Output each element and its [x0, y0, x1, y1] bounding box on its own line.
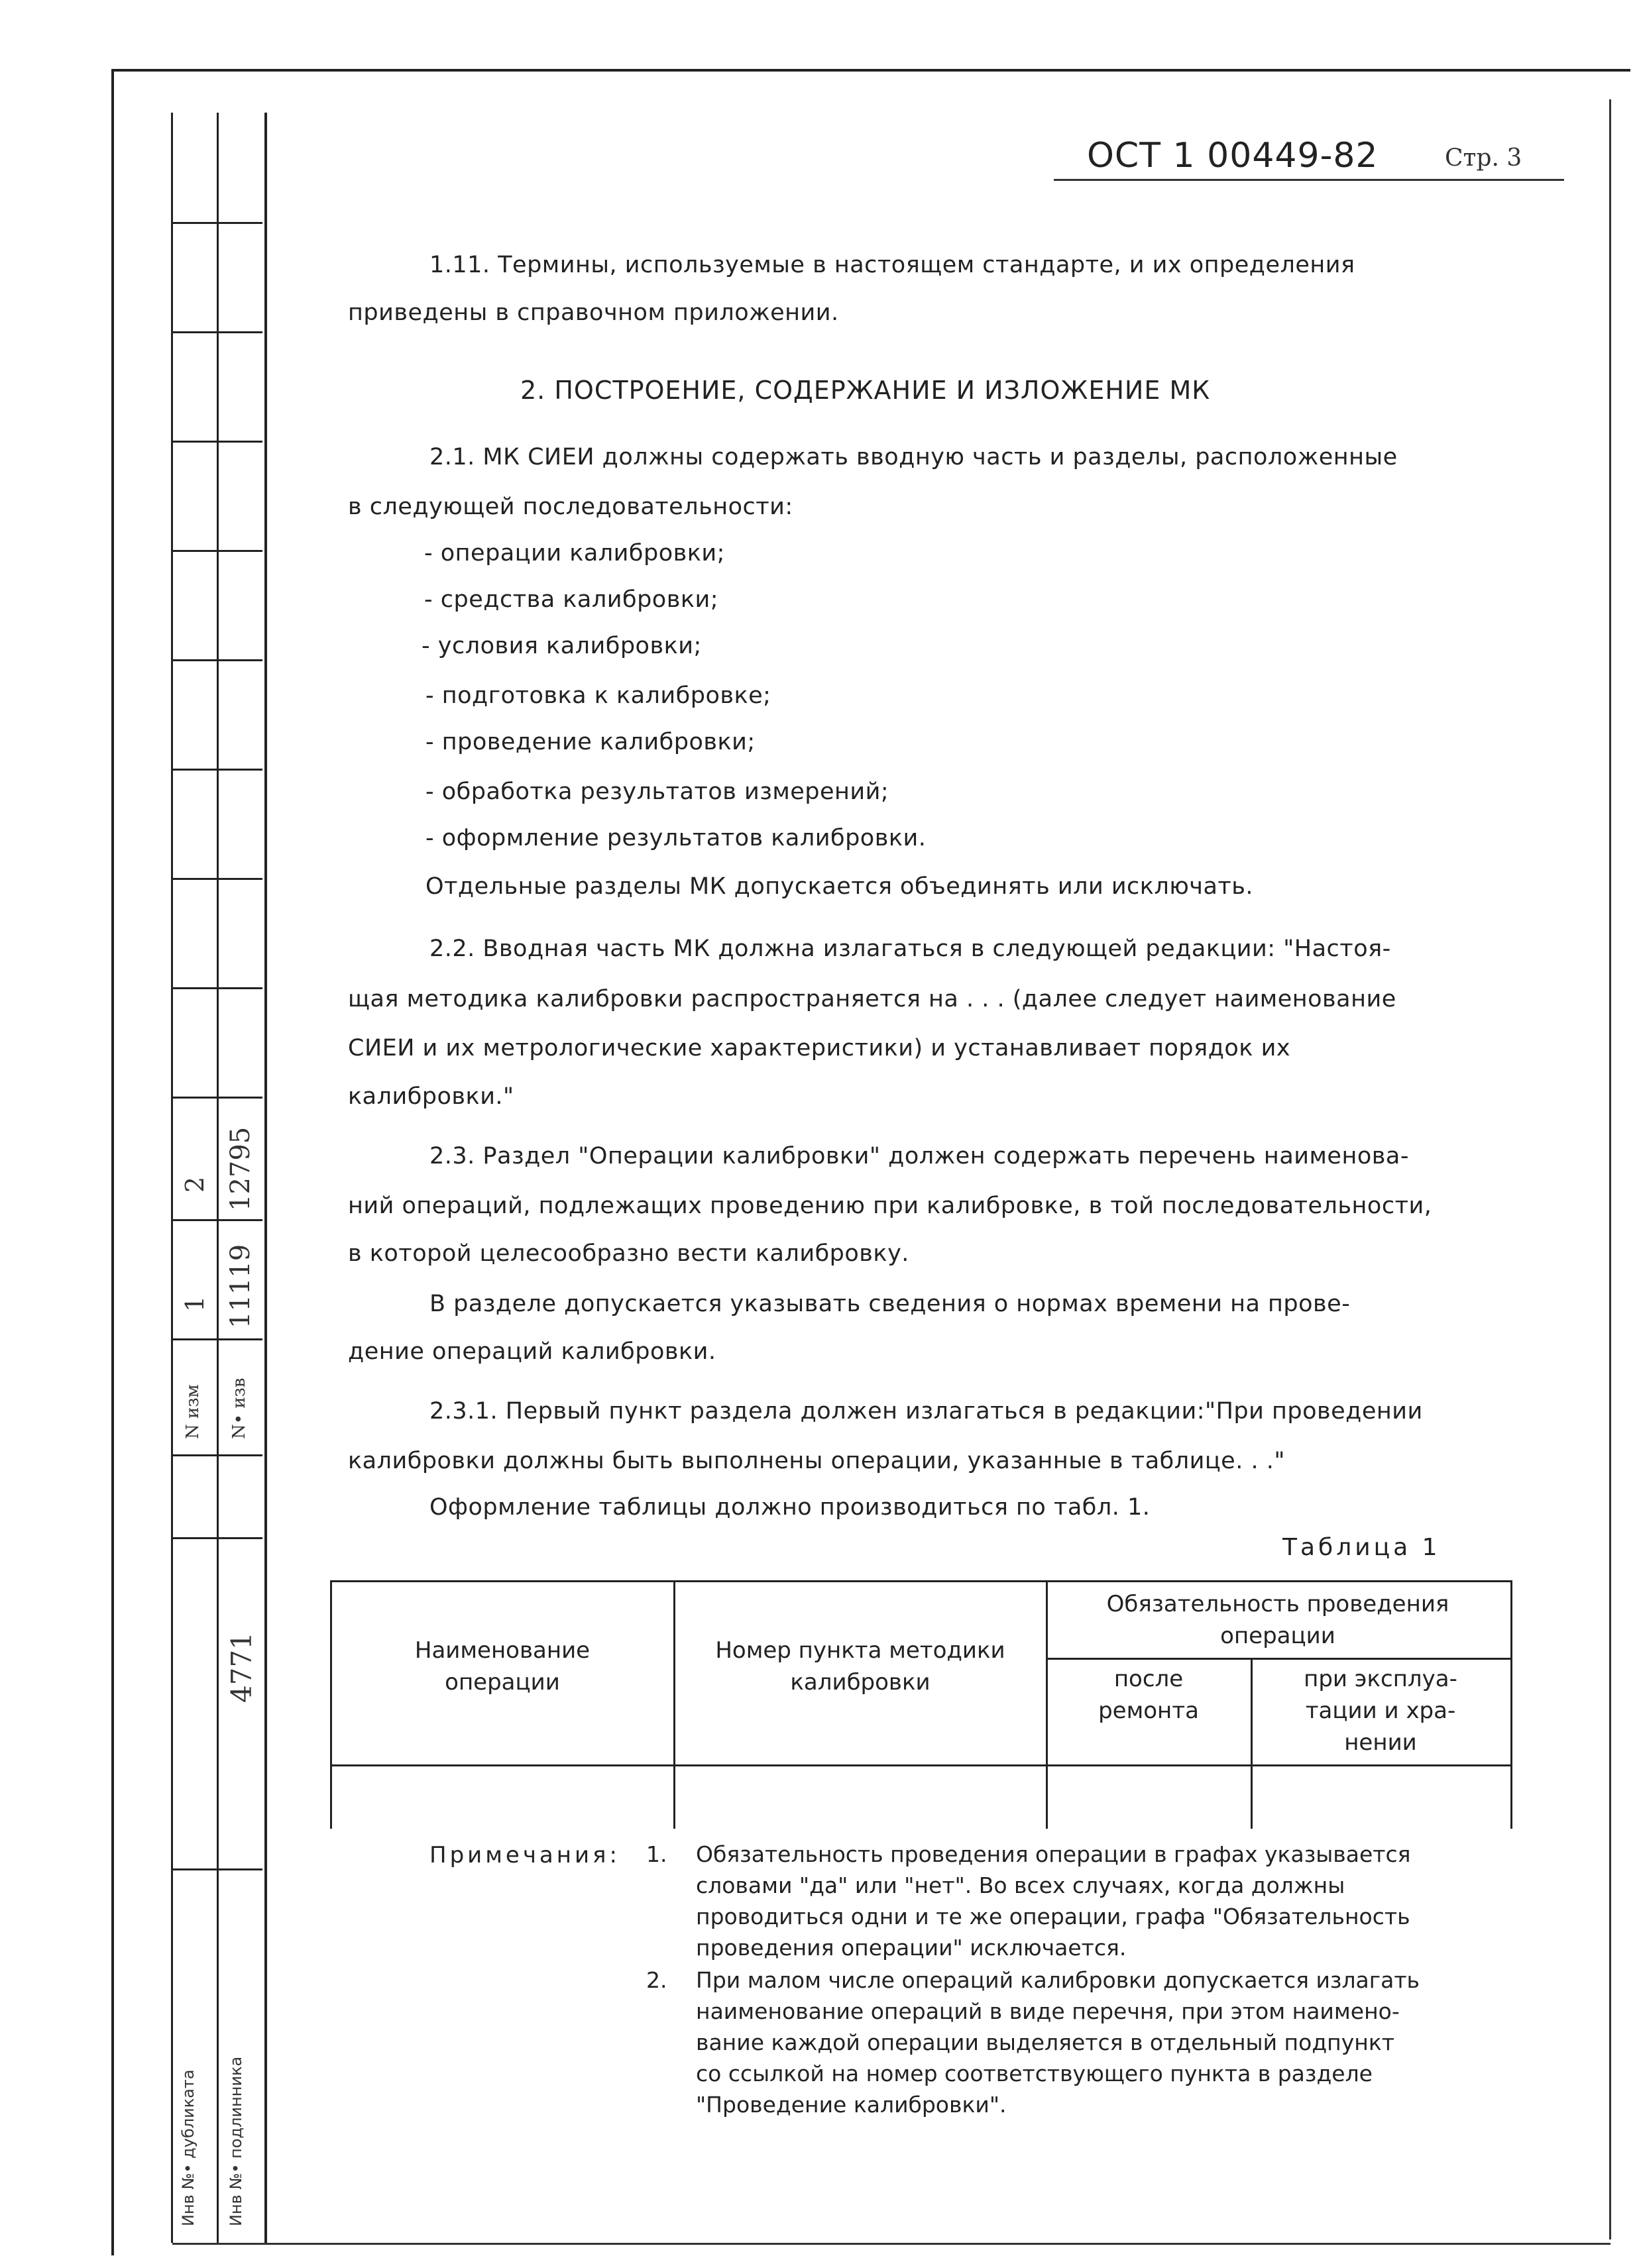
stamp-rev1-doc: 11119 [225, 1244, 256, 1328]
list-item: - средства калибровки; [424, 586, 719, 613]
stamp-rule [171, 1219, 262, 1221]
stamp-rule [171, 1454, 262, 1456]
stamp-column-divider [217, 113, 219, 2243]
section-heading: 2. ПОСТРОЕНИЕ, СОДЕРЖАНИЕ И ИЗЛОЖЕНИЕ МК [520, 376, 1211, 405]
paragraph-line: Отдельные разделы МК допускается объединять или исключать. [425, 873, 1254, 900]
paragraph-line: 2.3. Раздел "Операции калибровки" должен содержать перечень наименова- [429, 1143, 1409, 1169]
table-border [330, 1580, 332, 1829]
table-header-operation: Наименование операции [414, 1637, 591, 1696]
paragraph-line: щая методика калибровки распространяется на . . . (далее следует наименование [348, 986, 1396, 1012]
table-border [1510, 1580, 1512, 1829]
note-line: наименование операций в виде перечня, при этом наимено- [696, 1998, 1400, 2024]
notes-label: Примечания: [429, 1842, 620, 1868]
document-code: ОСТ 1 00449-82 [1087, 136, 1379, 176]
paragraph-line: Оформление таблицы должно производиться по табл. 1. [429, 1494, 1151, 1521]
list-item: - условия калибровки; [422, 633, 702, 659]
stamp-rule [171, 1097, 262, 1099]
table-header-operation-storage: при эксплуа- тации и хра- нении [1304, 1666, 1457, 1756]
list-item: - подготовка к калибровке; [425, 682, 771, 709]
table-header-after-repair: после ремонта [1098, 1666, 1199, 1724]
note-line: проводиться одни и те же операции, графа "Обязательность [696, 1904, 1410, 1929]
header-underline [1054, 179, 1564, 181]
paragraph-line: приведены в справочном приложении. [348, 299, 839, 326]
note-number: 2. [646, 1967, 667, 1993]
stamp-izv-label: N• изв [229, 1377, 249, 1439]
stamp-rule [171, 1868, 262, 1870]
note-line: "Проведение калибровки". [696, 2092, 1007, 2118]
stamp-rule [171, 331, 262, 333]
stamp-dup-label: Инв №• дубликата [179, 2069, 198, 2226]
paragraph-line: В разделе допускается указывать сведения о нормах времени на прове- [429, 1291, 1351, 1317]
paragraph-line: в следующей последовательности: [348, 494, 793, 520]
table-border [330, 1580, 1512, 1582]
stamp-rule [171, 222, 262, 224]
paragraph-line: калибровки." [348, 1083, 514, 1110]
note-line: вание каждой операции выделяется в отдельный подпункт [696, 2029, 1394, 2055]
note-number: 1. [646, 1841, 667, 1867]
list-item: - проведение калибровки; [425, 729, 756, 755]
table-border [1046, 1580, 1048, 1829]
paragraph-line: 2.2. Вводная часть МК должна излагаться в следующей редакции: "Настоя- [429, 936, 1391, 962]
paragraph-line: 2.1. МК СИЕИ должны содержать вводную часть и разделы, расположенные [429, 444, 1398, 470]
stamp-rule [171, 1537, 262, 1539]
note-line: проведения операции" исключается. [696, 1935, 1127, 1961]
stamp-rule [171, 987, 262, 989]
paragraph-line: калибровки должны быть выполнены операции, указанные в таблице. . ." [348, 1448, 1285, 1474]
stamp-rule [171, 659, 262, 661]
stamp-rev2: 2 [180, 1176, 209, 1193]
stamp-rev1: 1 [180, 1295, 209, 1312]
paragraph-line: дение операций калибровки. [348, 1338, 716, 1365]
frame-bottom-border [172, 2243, 1611, 2245]
table-1 [330, 1580, 1512, 1829]
frame-top-border [113, 69, 1630, 72]
list-item: - оформление результатов калибровки. [425, 825, 927, 851]
note-line: со ссылкой на номер соответствующего пункта в разделе [696, 2061, 1373, 2086]
stamp-rev2-doc: 12795 [225, 1126, 256, 1211]
table-border [330, 1764, 1512, 1766]
stamp-rule [171, 1338, 262, 1340]
frame-left-border [111, 69, 114, 2255]
page-number: Стр. 3 [1445, 144, 1522, 172]
note-line: При малом числе операций калибровки допускается излагать [696, 1967, 1420, 1993]
frame-right-border [1609, 99, 1611, 2240]
stamp-rule [171, 878, 262, 880]
table-header-item-number: Номер пункта методики калибровки [715, 1637, 1005, 1696]
stamp-izm-label: N изм [183, 1384, 203, 1439]
table-border [1251, 1658, 1253, 1829]
list-item: - операции калибровки; [424, 540, 725, 567]
paragraph-line: 1.11. Термины, используемые в настоящем стандарте, и их определения [429, 252, 1355, 278]
paragraph-line: 2.3.1. Первый пункт раздела должен излагаться в редакции:"При проведении [429, 1398, 1423, 1425]
stamp-inv-value: 4771 [225, 1632, 258, 1703]
stamp-rule [171, 550, 262, 552]
paragraph-line: в которой целесообразно вести калибровку. [348, 1240, 909, 1267]
stamp-orig-label: Инв №• подлинника [227, 2056, 245, 2226]
paragraph-line: ний операций, подлежащих проведению при калибровке, в той последовательности, [348, 1193, 1432, 1219]
table-border [1046, 1658, 1512, 1660]
note-line: Обязательность проведения операции в графах указывается [696, 1841, 1411, 1867]
list-item: - обработка результатов измерений; [425, 779, 889, 805]
note-line: словами "да" или "нет". Во всех случаях, когда должны [696, 1872, 1345, 1898]
table-border [673, 1580, 675, 1829]
stamp-rule [171, 441, 262, 443]
paragraph-line: СИЕИ и их метрологические характеристики) и устанавливает порядок их [348, 1035, 1291, 1061]
stamp-rule [171, 769, 262, 771]
table-header-obligation: Обязательность проведения операции [1106, 1591, 1449, 1649]
table-caption: Таблица 1 [1282, 1534, 1441, 1561]
